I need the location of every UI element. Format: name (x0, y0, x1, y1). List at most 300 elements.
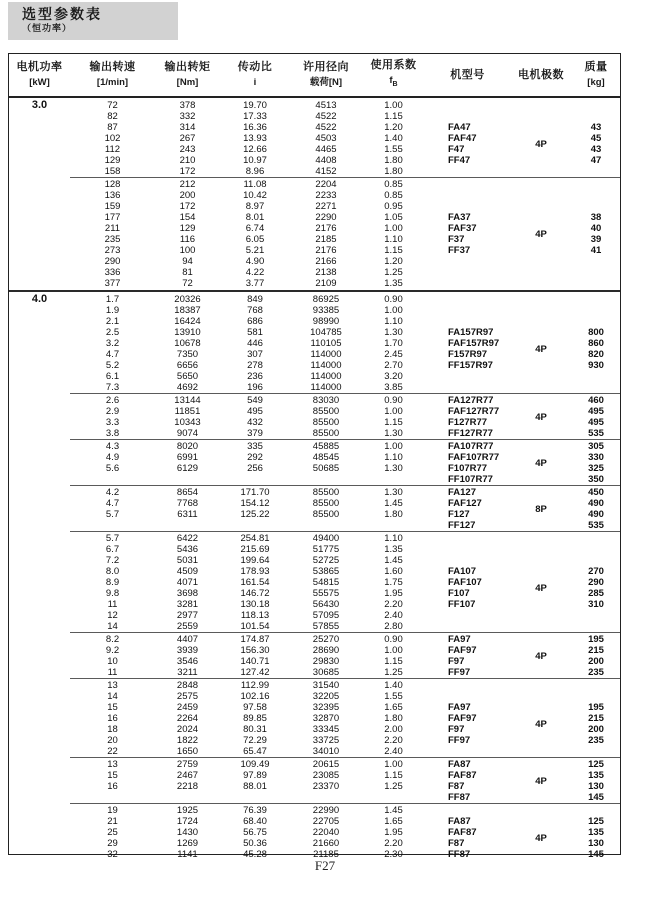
cell-power (9, 555, 70, 566)
col-header-name: 使用系数 (370, 59, 417, 72)
col-header-name: 机型号 (450, 69, 485, 81)
cell-service-factor: 0.90 (384, 634, 403, 645)
cell-service-factor: 2.40 (384, 610, 403, 621)
cell-ratio: 495 (247, 406, 263, 417)
cell-ratio: 5.21 (245, 245, 265, 256)
cell-model (425, 371, 510, 382)
col-header-motor-poles (510, 54, 572, 96)
cell-model: FAF127 (448, 498, 482, 509)
cell-ratio: 102.16 (240, 691, 270, 702)
cell-model: F107 (448, 588, 470, 599)
cell-speed: 158 (104, 166, 121, 177)
cell-model: FF107 (448, 599, 476, 610)
cell-load (290, 520, 362, 531)
cell-mass: 195 (588, 634, 604, 645)
cell-model: FAF87 (448, 827, 477, 838)
cell-mass: 535 (588, 428, 604, 439)
cell-mass: 130 (588, 838, 604, 849)
cell-model: F107R77 (448, 463, 488, 474)
table-row (9, 212, 620, 223)
cell-speed: 2.6 (105, 395, 120, 406)
cell-ratio: 17.33 (243, 111, 267, 122)
cell-power: 4.0 (31, 293, 48, 305)
cell-poles (510, 702, 572, 713)
cell-ratio: 101.54 (240, 621, 270, 632)
cell-torque: 13910 (174, 327, 201, 338)
table-row (9, 166, 620, 177)
cell-load: 53865 (312, 566, 340, 577)
cell-poles-value: 4P (535, 457, 547, 469)
cell-speed: 102 (104, 133, 121, 144)
cell-model: FF47 (448, 155, 471, 166)
cell-mass (572, 179, 620, 190)
cell-service-factor: 0.90 (384, 395, 403, 406)
cell-ratio: 16.36 (243, 122, 267, 133)
cell-torque: 6991 (176, 452, 199, 463)
cell-service-factor: 1.00 (384, 441, 403, 452)
cell-service-factor: 1.25 (384, 267, 403, 278)
cell-poles-value: 4P (535, 650, 547, 662)
cell-mass: 135 (588, 827, 604, 838)
cell-service-factor: 1.35 (384, 544, 403, 555)
cell-torque: 2467 (176, 770, 199, 781)
cell-load: 4503 (315, 133, 337, 144)
cell-power (9, 441, 70, 452)
table-row (9, 667, 620, 678)
cell-service-factor: 2.30 (384, 849, 403, 860)
row-group (9, 805, 620, 860)
cell-mass: 930 (588, 360, 604, 371)
cell-poles (510, 212, 572, 223)
cell-speed: 6.1 (105, 371, 120, 382)
cell-load: 85500 (312, 509, 340, 520)
cell-model: FAF107R77 (448, 452, 500, 463)
cell-mass: 450 (588, 487, 604, 498)
cell-torque: 210 (179, 155, 196, 166)
cell-poles (510, 735, 572, 746)
cell-torque: 129 (179, 223, 196, 234)
cell-power (9, 327, 70, 338)
cell-power (9, 746, 70, 757)
row-group (9, 100, 620, 177)
col-header-name: 质量 (584, 61, 608, 73)
page-subtitle: （恒功率） (22, 23, 73, 33)
table-row (9, 201, 620, 212)
table-row (9, 533, 620, 544)
cell-mass: 145 (588, 792, 604, 803)
cell-load: 2271 (315, 201, 337, 212)
cell-poles (510, 256, 572, 267)
cell-service-factor: 2.80 (384, 621, 403, 632)
cell-model (425, 166, 510, 177)
cell-power (9, 634, 70, 645)
cell-power (9, 428, 70, 439)
cell-torque: 3211 (177, 667, 198, 678)
cell-torque: 212 (179, 179, 196, 190)
cell-ratio: 13.93 (243, 133, 267, 144)
cell-model: FA157R97 (448, 327, 494, 338)
cell-model (425, 190, 510, 201)
cell-service-factor: 1.15 (384, 245, 403, 256)
cell-mass: 130 (588, 781, 604, 792)
table-row (9, 702, 620, 713)
cell-speed: 18 (107, 724, 118, 735)
cell-model: FAF47 (448, 133, 477, 144)
cell-speed: 21 (107, 816, 118, 827)
cell-ratio: 156.30 (240, 645, 270, 656)
cell-power (9, 305, 70, 316)
cell-power (9, 805, 70, 816)
cell-mass (572, 371, 620, 382)
cell-model (425, 267, 510, 278)
cell-model: FA127R77 (448, 395, 494, 406)
cell-speed: 336 (104, 267, 121, 278)
cell-power (9, 133, 70, 144)
cell-load: 85500 (312, 417, 340, 428)
cell-speed: 7.2 (105, 555, 120, 566)
cell-mass (572, 533, 620, 544)
cell-torque: 6422 (176, 533, 199, 544)
cell-power (9, 827, 70, 838)
cell-torque (155, 792, 220, 803)
cell-ratio: 432 (247, 417, 263, 428)
cell-service-factor: 1.20 (384, 122, 403, 133)
table-row (9, 621, 620, 632)
cell-service-factor: 1.65 (384, 702, 403, 713)
cell-mass: 215 (588, 713, 604, 724)
cell-poles (510, 792, 572, 803)
cell-power (9, 599, 70, 610)
table-body (9, 98, 620, 861)
cell-torque: 1925 (176, 805, 199, 816)
cell-ratio: 50.36 (243, 838, 267, 849)
cell-power (9, 111, 70, 122)
cell-model: FA107 (448, 566, 476, 577)
cell-ratio: 6.05 (245, 234, 265, 245)
cell-power (9, 155, 70, 166)
cell-service-factor: 1.15 (384, 417, 403, 428)
cell-mass (572, 190, 620, 201)
cell-ratio: 4.90 (245, 256, 265, 267)
cell-service-factor (362, 520, 425, 531)
cell-power (9, 452, 70, 463)
cell-mass: 235 (588, 735, 604, 746)
cell-mass (572, 256, 620, 267)
cell-service-factor: 1.70 (384, 338, 403, 349)
table-row (9, 395, 620, 406)
cell-load: 22990 (312, 805, 340, 816)
cell-load: 2138 (315, 267, 337, 278)
cell-speed: 177 (104, 212, 121, 223)
cell-service-factor: 3.20 (384, 371, 403, 382)
cell-power (9, 406, 70, 417)
cell-service-factor: 0.95 (384, 201, 403, 212)
cell-service-factor: 1.10 (384, 234, 403, 245)
cell-load: 57095 (312, 610, 340, 621)
table-row (9, 360, 620, 371)
cell-load: 2233 (315, 190, 337, 201)
cell-service-factor: 1.95 (384, 588, 403, 599)
cell-model: F87 (448, 781, 465, 792)
cell-speed: 15 (107, 770, 118, 781)
cell-model (425, 316, 510, 327)
cell-speed: 4.9 (105, 452, 120, 463)
cell-mass: 325 (588, 463, 604, 474)
cell-torque: 2559 (176, 621, 199, 632)
table-row (9, 316, 620, 327)
cell-service-factor: 2.20 (384, 735, 403, 746)
cell-power (9, 498, 70, 509)
cell-model (425, 201, 510, 212)
cell-power (9, 610, 70, 621)
cell-load: 85500 (312, 487, 340, 498)
cell-poles (510, 278, 572, 289)
cell-speed: 15 (107, 702, 118, 713)
cell-power (9, 509, 70, 520)
col-header-unit: i (253, 77, 257, 88)
cell-torque: 6311 (177, 509, 198, 520)
cell-mass: 215 (588, 645, 604, 656)
cell-model: FF107R77 (448, 474, 493, 485)
table-row (9, 100, 620, 111)
cell-torque: 18387 (174, 305, 201, 316)
page-title: 选型参数表 (22, 6, 102, 22)
table-row (9, 599, 620, 610)
cell-mass (572, 294, 620, 305)
cell-model: F97 (448, 724, 465, 735)
cell-speed: 3.8 (105, 428, 120, 439)
cell-poles (510, 179, 572, 190)
cell-service-factor: 1.30 (384, 487, 403, 498)
cell-speed: 290 (104, 256, 121, 267)
cell-speed: 8.2 (105, 634, 120, 645)
cell-power (9, 382, 70, 393)
cell-torque: 3546 (176, 656, 199, 667)
cell-speed: 377 (104, 278, 121, 289)
cell-mass (572, 278, 620, 289)
cell-torque: 116 (179, 234, 196, 245)
table-row (9, 759, 620, 770)
cell-mass: 200 (588, 656, 604, 667)
cell-model (425, 278, 510, 289)
col-header-name: 许用径向 (303, 61, 349, 73)
cell-torque: 172 (179, 201, 196, 212)
cell-torque: 200 (179, 190, 196, 201)
cell-torque: 72 (182, 278, 193, 289)
cell-model: F127R77 (448, 417, 488, 428)
table-row (9, 382, 620, 393)
cell-model (425, 294, 510, 305)
cell-power (9, 577, 70, 588)
col-header-name: 传动比 (237, 61, 273, 73)
cell-service-factor: 0.85 (384, 179, 403, 190)
table-row (9, 487, 620, 498)
cell-poles (510, 360, 572, 371)
cell-torque: 10678 (174, 338, 201, 349)
cell-speed: 87 (107, 122, 118, 133)
cell-power (9, 234, 70, 245)
cell-mass: 820 (588, 349, 604, 360)
cell-power (9, 179, 70, 190)
cell-poles (510, 474, 572, 485)
cell-speed: 9.2 (105, 645, 120, 656)
cell-load: 114000 (310, 360, 342, 371)
cell-torque: 243 (179, 144, 196, 155)
table-row (9, 245, 620, 256)
cell-torque: 4509 (176, 566, 199, 577)
cell-poles (510, 122, 572, 133)
cell-speed: 5.2 (105, 360, 120, 371)
cell-model: FF37 (448, 245, 471, 256)
cell-mass: 305 (588, 441, 604, 452)
cell-ratio: 549 (247, 395, 263, 406)
cell-speed: 159 (104, 201, 121, 212)
cell-load: 85500 (312, 406, 340, 417)
cell-load: 22040 (312, 827, 340, 838)
cell-torque: 6129 (176, 463, 199, 474)
cell-load: 25270 (312, 634, 340, 645)
cell-model: FF87 (448, 792, 471, 803)
cell-speed: 128 (104, 179, 121, 190)
cell-ratio: 130.18 (240, 599, 270, 610)
cell-service-factor: 1.00 (384, 759, 403, 770)
cell-poles (510, 201, 572, 212)
cell-mass: 490 (588, 509, 604, 520)
cell-ratio: 12.66 (243, 144, 267, 155)
cell-poles (510, 816, 572, 827)
cell-torque: 2024 (176, 724, 199, 735)
cell-speed: 20 (107, 735, 118, 746)
cell-poles (510, 746, 572, 757)
power-block (9, 292, 620, 861)
cell-load: 98990 (312, 316, 340, 327)
cell-service-factor: 1.75 (384, 577, 403, 588)
cell-poles (510, 395, 572, 406)
cell-torque: 1141 (177, 849, 198, 860)
cell-torque: 94 (182, 256, 193, 267)
row-group (9, 533, 620, 632)
cell-model (425, 256, 510, 267)
cell-ratio: 849 (247, 294, 263, 305)
cell-load: 104785 (310, 327, 342, 338)
cell-poles (510, 155, 572, 166)
cell-torque: 314 (179, 122, 196, 133)
table-row (9, 610, 620, 621)
cell-service-factor: 3.85 (384, 382, 403, 393)
cell-power (9, 190, 70, 201)
cell-poles (510, 487, 572, 498)
cell-speed: 1.9 (105, 305, 120, 316)
cell-mass: 330 (588, 452, 604, 463)
cell-mass (572, 305, 620, 316)
cell-ratio: 278 (247, 360, 263, 371)
row-group (9, 759, 620, 803)
cell-poles (510, 267, 572, 278)
table-row (9, 327, 620, 338)
cell-model: F157R97 (448, 349, 488, 360)
cell-poles (510, 327, 572, 338)
cell-mass: 125 (588, 816, 604, 827)
cell-speed (70, 792, 155, 803)
cell-torque: 10343 (174, 417, 201, 428)
cell-power (9, 691, 70, 702)
cell-load: 57855 (312, 621, 340, 632)
cell-poles (510, 621, 572, 632)
cell-model: FF97 (448, 735, 471, 746)
cell-speed: 16 (107, 781, 118, 792)
cell-ratio: 581 (247, 327, 263, 338)
cell-model: FA87 (448, 816, 471, 827)
table-row (9, 746, 620, 757)
col-header-radial-load (290, 54, 362, 96)
cell-ratio: 154.12 (240, 498, 270, 509)
cell-speed: 4.3 (105, 441, 120, 452)
cell-service-factor: 1.00 (384, 406, 403, 417)
cell-torque: 81 (182, 267, 193, 278)
cell-torque: 4692 (176, 382, 199, 393)
cell-power (9, 770, 70, 781)
cell-model: F87 (448, 838, 465, 849)
page-number: F27 (314, 858, 336, 873)
cell-speed: 136 (104, 190, 121, 201)
cell-speed: 2.9 (105, 406, 120, 417)
cell-ratio: 8.97 (245, 201, 265, 212)
cell-model (425, 544, 510, 555)
cell-service-factor: 1.00 (384, 223, 403, 234)
cell-torque: 1822 (176, 735, 199, 746)
cell-load: 34010 (312, 746, 340, 757)
cell-poles-value: 4P (535, 718, 547, 730)
cell-poles (510, 441, 572, 452)
cell-mass: 39 (590, 234, 602, 245)
cell-speed: 14 (107, 621, 118, 632)
cell-poles-value: 4P (535, 343, 547, 355)
cell-ratio: 10.42 (243, 190, 267, 201)
table-row (9, 555, 620, 566)
cell-power (9, 256, 70, 267)
cell-ratio: 89.85 (243, 713, 267, 724)
cell-poles-value: 4P (535, 228, 547, 240)
col-header-output-speed (70, 54, 155, 96)
cell-power: 3.0 (31, 99, 48, 111)
cell-power (9, 267, 70, 278)
cell-ratio: 686 (247, 316, 263, 327)
cell-model: FAF37 (448, 223, 477, 234)
cell-speed: 11 (107, 667, 118, 678)
cell-ratio: 56.75 (243, 827, 267, 838)
cell-torque: 1650 (176, 746, 199, 757)
cell-poles-value: 8P (535, 503, 547, 515)
cell-service-factor: 1.80 (384, 713, 403, 724)
table-row (9, 816, 620, 827)
cell-load: 85500 (312, 428, 340, 439)
cell-mass (572, 746, 620, 757)
cell-ratio (220, 792, 290, 803)
cell-mass: 40 (590, 223, 602, 234)
table-row (9, 474, 620, 485)
cell-load: 110105 (310, 338, 342, 349)
cell-service-factor: 1.40 (384, 680, 403, 691)
cell-ratio: 97.89 (243, 770, 267, 781)
cell-model: FA107R77 (448, 441, 494, 452)
table-row (9, 566, 620, 577)
cell-service-factor: 1.95 (384, 827, 403, 838)
cell-model (425, 100, 510, 111)
cell-load: 114000 (310, 371, 342, 382)
cell-power (9, 316, 70, 327)
col-header-unit: [kg] (587, 77, 605, 88)
cell-load: 4522 (315, 111, 337, 122)
